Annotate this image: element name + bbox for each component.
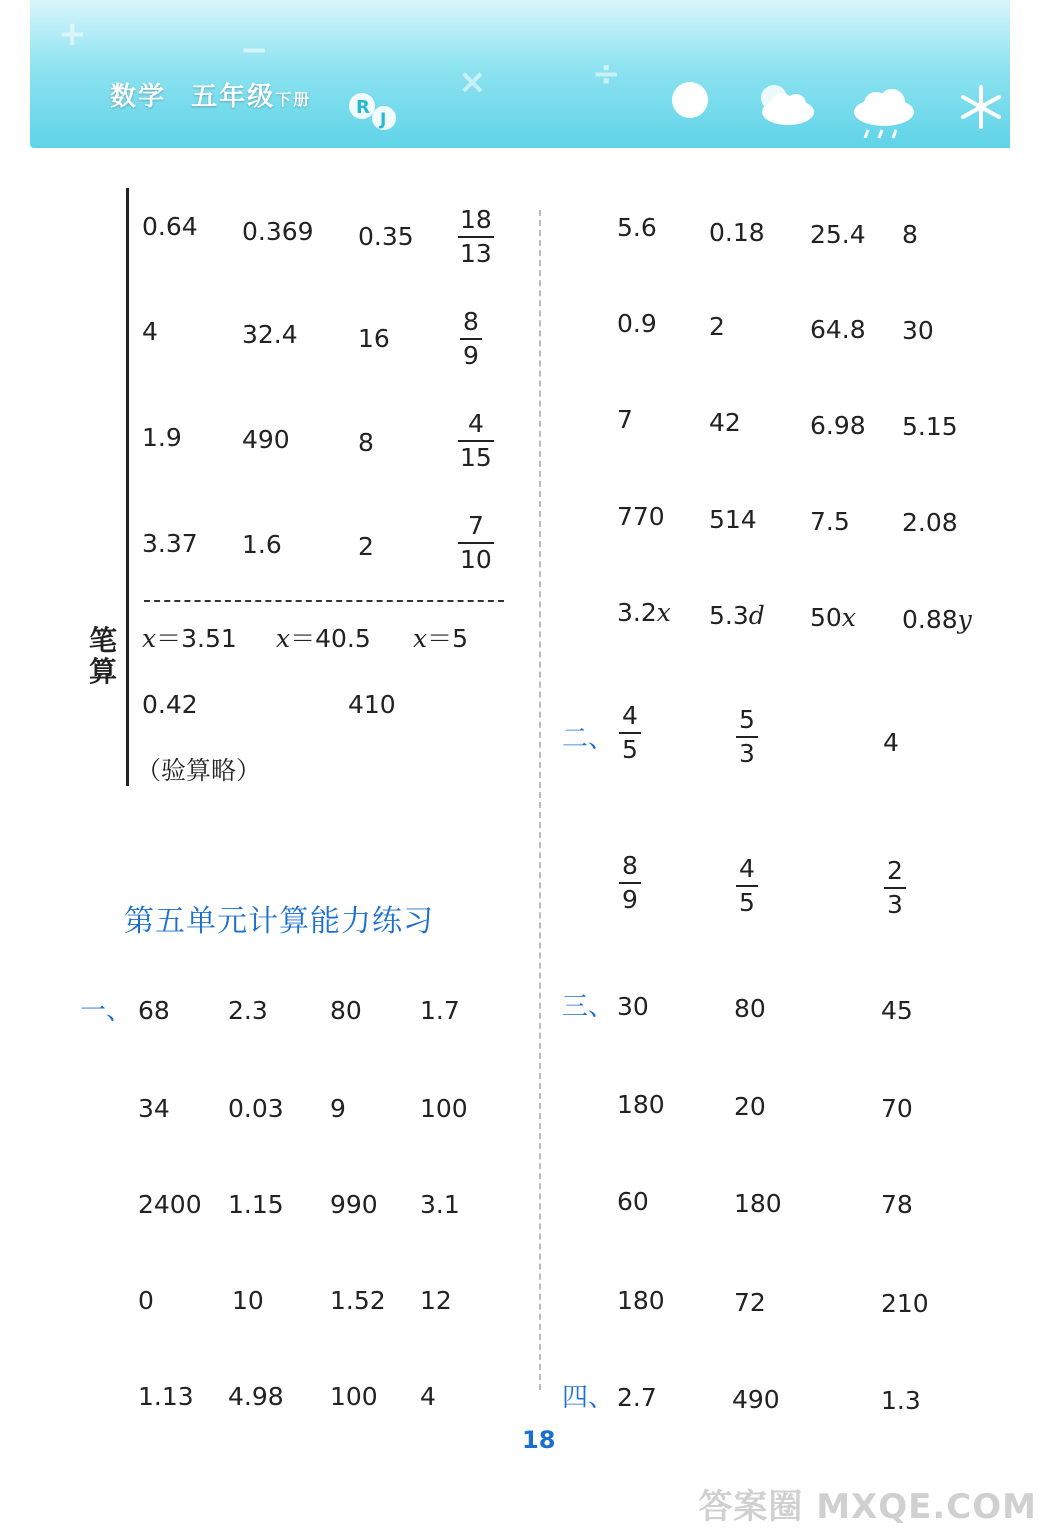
numerator: 4 bbox=[739, 854, 755, 883]
denominator: 10 bbox=[460, 544, 492, 574]
svg-text:R: R bbox=[356, 97, 370, 118]
answer-cell: 3.1 bbox=[420, 1190, 460, 1219]
answer-cell: 34 bbox=[138, 1094, 170, 1123]
divide-symbol: ÷ bbox=[592, 54, 621, 94]
answer-cell: 514 bbox=[709, 505, 757, 534]
answer-cell: 10 bbox=[232, 1286, 264, 1315]
equation: x＝40.5 bbox=[276, 624, 371, 653]
answer-cell: 0.64 bbox=[142, 212, 198, 241]
answer-cell: 2.08 bbox=[902, 508, 958, 537]
answer-cell: 4 bbox=[142, 317, 158, 346]
numerator: 4 bbox=[467, 409, 484, 438]
answer-cell: 490 bbox=[732, 1385, 780, 1414]
section-title: 第五单元计算能力练习 bbox=[124, 904, 434, 939]
variable-term: 50x bbox=[810, 603, 856, 632]
part-label: 三、 bbox=[562, 992, 615, 1022]
answer-cell: 0 bbox=[138, 1286, 154, 1315]
answer-cell: 490 bbox=[242, 425, 290, 454]
page-number: 18 bbox=[522, 1426, 556, 1454]
book-title bbox=[110, 76, 311, 113]
watermark: 答案圈 MXQE.COM bbox=[698, 1487, 1037, 1527]
left-bracket-line bbox=[126, 188, 129, 786]
answer-cell: 0.369 bbox=[242, 217, 314, 246]
fraction bbox=[884, 857, 906, 918]
answer-cell: 4 bbox=[883, 728, 899, 757]
rj-badge-icon bbox=[342, 86, 402, 136]
variable-term: 5.3d bbox=[709, 601, 765, 630]
snowflake-icon bbox=[958, 84, 1004, 130]
verification-note: （验算略） bbox=[136, 756, 262, 785]
volume-label: 下册 bbox=[275, 90, 312, 109]
fraction bbox=[619, 852, 641, 913]
answer-cell: 410 bbox=[348, 690, 396, 719]
answer-cell: 100 bbox=[330, 1382, 378, 1411]
minus-symbol: − bbox=[240, 30, 269, 70]
answer-cell: 0.35 bbox=[358, 222, 414, 251]
numerator: 18 bbox=[460, 205, 492, 234]
answer-cell: 30 bbox=[902, 316, 934, 345]
answer-cell: 20 bbox=[734, 1092, 766, 1121]
answer-cell: 7.5 bbox=[810, 507, 850, 536]
column-divider bbox=[539, 210, 541, 1390]
denominator: 3 bbox=[887, 889, 903, 919]
fraction bbox=[619, 702, 641, 763]
answer-cell: 68 bbox=[138, 996, 170, 1025]
answer-cell: 78 bbox=[881, 1190, 913, 1219]
answer-cell: 80 bbox=[330, 996, 362, 1025]
partly-cloudy-icon bbox=[752, 80, 818, 130]
section-divider bbox=[144, 600, 504, 602]
svg-text:J: J bbox=[380, 110, 387, 130]
answer-cell: 8 bbox=[902, 220, 918, 249]
answer-cell: 25.4 bbox=[810, 220, 866, 249]
fraction bbox=[458, 206, 494, 267]
answer-cell: 2.3 bbox=[228, 996, 268, 1025]
answer-cell: 770 bbox=[617, 502, 665, 531]
answer-cell: 8 bbox=[358, 428, 374, 457]
denominator: 5 bbox=[622, 734, 638, 764]
equation: x＝3.51 bbox=[142, 624, 237, 653]
variable-term: 0.88y bbox=[902, 605, 972, 634]
numerator: 2 bbox=[887, 856, 903, 885]
denominator: 9 bbox=[622, 884, 638, 914]
answer-cell: 60 bbox=[617, 1187, 649, 1216]
answer-cell: 72 bbox=[734, 1288, 766, 1317]
answer-cell: 7 bbox=[617, 405, 633, 434]
answer-cell: 210 bbox=[881, 1289, 929, 1318]
answer-cell: 1.15 bbox=[228, 1190, 284, 1219]
header-banner bbox=[30, 0, 1010, 148]
rain-cloud-icon bbox=[848, 88, 918, 142]
denominator: 5 bbox=[739, 887, 755, 917]
answer-cell: 9 bbox=[330, 1094, 346, 1123]
fraction bbox=[460, 308, 482, 369]
answer-cell: 64.8 bbox=[810, 315, 866, 344]
denominator: 15 bbox=[460, 442, 492, 472]
answer-cell: 1.6 bbox=[242, 530, 282, 559]
answer-cell: 100 bbox=[420, 1094, 468, 1123]
part-label: 二、 bbox=[562, 724, 615, 754]
answer-cell: 5.6 bbox=[617, 213, 657, 242]
answer-cell: 1.52 bbox=[330, 1286, 386, 1315]
answer-cell: 2 bbox=[709, 312, 725, 341]
fraction bbox=[736, 855, 758, 916]
plus-symbol: + bbox=[58, 14, 87, 54]
answer-cell: 1.9 bbox=[142, 423, 182, 452]
part-label: 一、 bbox=[80, 996, 133, 1026]
answer-cell: 4 bbox=[420, 1382, 436, 1411]
numerator: 4 bbox=[622, 701, 638, 730]
times-symbol: × bbox=[458, 62, 487, 102]
answer-cell: 2400 bbox=[138, 1190, 202, 1219]
part-label: 四、 bbox=[562, 1383, 615, 1413]
sun-icon bbox=[668, 76, 712, 120]
answer-cell: 180 bbox=[617, 1090, 665, 1119]
answer-cell: 16 bbox=[358, 324, 390, 353]
answer-cell: 0.42 bbox=[142, 690, 198, 719]
answer-cell: 3.37 bbox=[142, 529, 198, 558]
numerator: 5 bbox=[739, 705, 755, 734]
written-calculation-label: 笔算 bbox=[88, 624, 117, 688]
denominator: 3 bbox=[739, 738, 755, 768]
answer-cell: 5.15 bbox=[902, 412, 958, 441]
answer-cell: 12 bbox=[420, 1286, 452, 1315]
denominator: 9 bbox=[463, 340, 479, 370]
answer-cell: 45 bbox=[881, 996, 913, 1025]
denominator: 13 bbox=[460, 238, 492, 268]
answer-cell: 30 bbox=[617, 992, 649, 1021]
numerator: 7 bbox=[467, 511, 484, 540]
answer-cell: 990 bbox=[330, 1190, 378, 1219]
answer-cell: 180 bbox=[617, 1286, 665, 1315]
answer-cell: 1.13 bbox=[138, 1382, 194, 1411]
answer-cell: 2 bbox=[358, 532, 374, 561]
fraction bbox=[458, 512, 494, 573]
grade-label: 五年级 bbox=[191, 82, 276, 112]
answer-cell: 42 bbox=[709, 408, 741, 437]
answer-cell: 80 bbox=[734, 994, 766, 1023]
subject-label: 数学 bbox=[110, 82, 167, 112]
answer-cell: 1.3 bbox=[881, 1386, 921, 1415]
answer-cell: 0.18 bbox=[709, 218, 765, 247]
answer-cell: 1.7 bbox=[420, 996, 460, 1025]
fraction bbox=[736, 706, 758, 767]
answer-cell: 2.7 bbox=[617, 1383, 657, 1412]
answer-cell: 0.03 bbox=[228, 1094, 284, 1123]
numerator: 8 bbox=[622, 851, 638, 880]
variable-term: 3.2x bbox=[617, 598, 671, 627]
equation: x＝5 bbox=[413, 624, 469, 653]
answer-cell: 4.98 bbox=[228, 1382, 284, 1411]
answer-cell: 180 bbox=[734, 1189, 782, 1218]
answer-cell: 0.9 bbox=[617, 309, 657, 338]
answer-cell: 6.98 bbox=[810, 411, 866, 440]
answer-cell: 70 bbox=[881, 1094, 913, 1123]
answer-cell: 32.4 bbox=[242, 320, 298, 349]
fraction bbox=[458, 410, 494, 471]
numerator: 8 bbox=[463, 307, 479, 336]
